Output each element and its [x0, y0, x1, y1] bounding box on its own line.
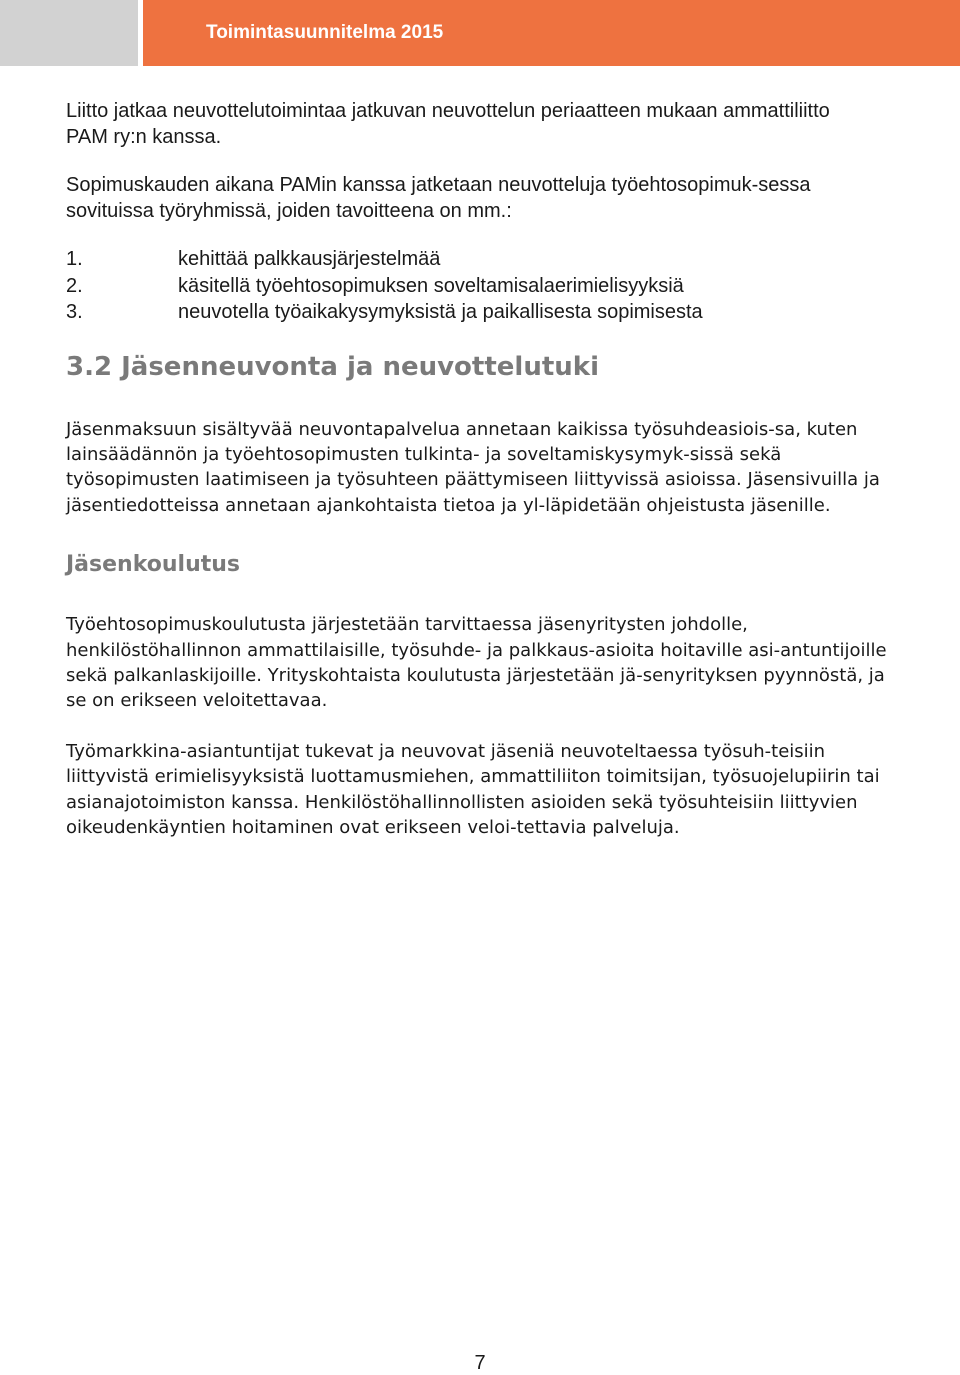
list-item-number: 1. — [66, 248, 83, 270]
page-number: 7 — [474, 1352, 486, 1374]
list-item — [66, 299, 901, 326]
training-paragraph-1: Työehtosopimuskoulutusta järjestetään tarvittaessa jäsenyritysten johdolle, henkilöstöhallinnon ammattilaisille, työsuhde- ja palkkaus-asioita hoitaville asi-antuntijoille sekä palkanlaskijoille. Yrityskohtaista koulutusta järjestetään jä-senyrityksen pyynnöstä, ja se on erikseen veloitettavaa. — [66, 614, 887, 712]
list-item-text: kehittää palkkausjärjestelmää — [178, 248, 441, 270]
intro-paragraph-2: Sopimuskauden aikana PAMin kanssa jatketaan neuvotteluja työehtosopimuk-sessa sovituissa työryhmissä, joiden tavoitteena on mm.: — [66, 174, 811, 222]
intro-paragraph-1: Liitto jatkaa neuvottelutoimintaa jatkuvan neuvottelun periaatteen mukaan ammattiliitto PAM ry:n kanssa. — [66, 100, 830, 148]
goals-list — [66, 246, 901, 326]
page-content — [66, 98, 901, 840]
section-3-2-paragraph: Jäsenmaksuun sisältyvää neuvontapalvelua annetaan kaikissa työsuhdeasiois-sa, kuten lainsäädännön ja työehtosopimusten tulkinta- ja soveltamiskysymyk-sissä sekä työsopimusten laatimiseen ja työsuhteen päättymiseen liittyvissä asioissa. Jäsensivuilla ja jäsentiedotteissa annetaan ajankohtaista tietoa ja yl-läpidetään ohjeistusta jäsenille. — [66, 418, 880, 516]
list-item-number: 2. — [66, 274, 83, 297]
list-item-text: neuvotella työaikakysymyksistä ja paikallisesta sopimisesta — [178, 301, 703, 323]
training-paragraph-2: Työmarkkina-asiantuntijat tukevat ja neuvovat jäseniä neuvoteltaessa työsuh-teisiin liittyvistä erimielisyyksistä luottamusmiehen, ammattiliiton toimitsijan, työsuojelupiirin tai asianajotoimiston kanssa. Henkilöstöhallinnollisten asioiden sekä työsuhteisiin liittyvien oikeudenkäyntien hoitaminen ovat erikseen veloi-tettavia palveluja. — [66, 740, 880, 838]
page-header — [0, 0, 960, 66]
list-item — [66, 246, 901, 273]
section-heading-training: Jäsenkoulutus — [66, 552, 241, 578]
header-title: Toimintasuunnitelma 2015 — [206, 22, 444, 43]
list-item-text: käsitellä työehtosopimuksen soveltamisalaerimielisyyksiä — [178, 274, 684, 297]
list-item — [66, 273, 901, 300]
list-item-number: 3. — [66, 301, 83, 323]
header-grey-block — [0, 0, 138, 66]
section-heading-3-2: 3.2 Jäsenneuvonta ja neuvottelutuki — [66, 351, 599, 382]
